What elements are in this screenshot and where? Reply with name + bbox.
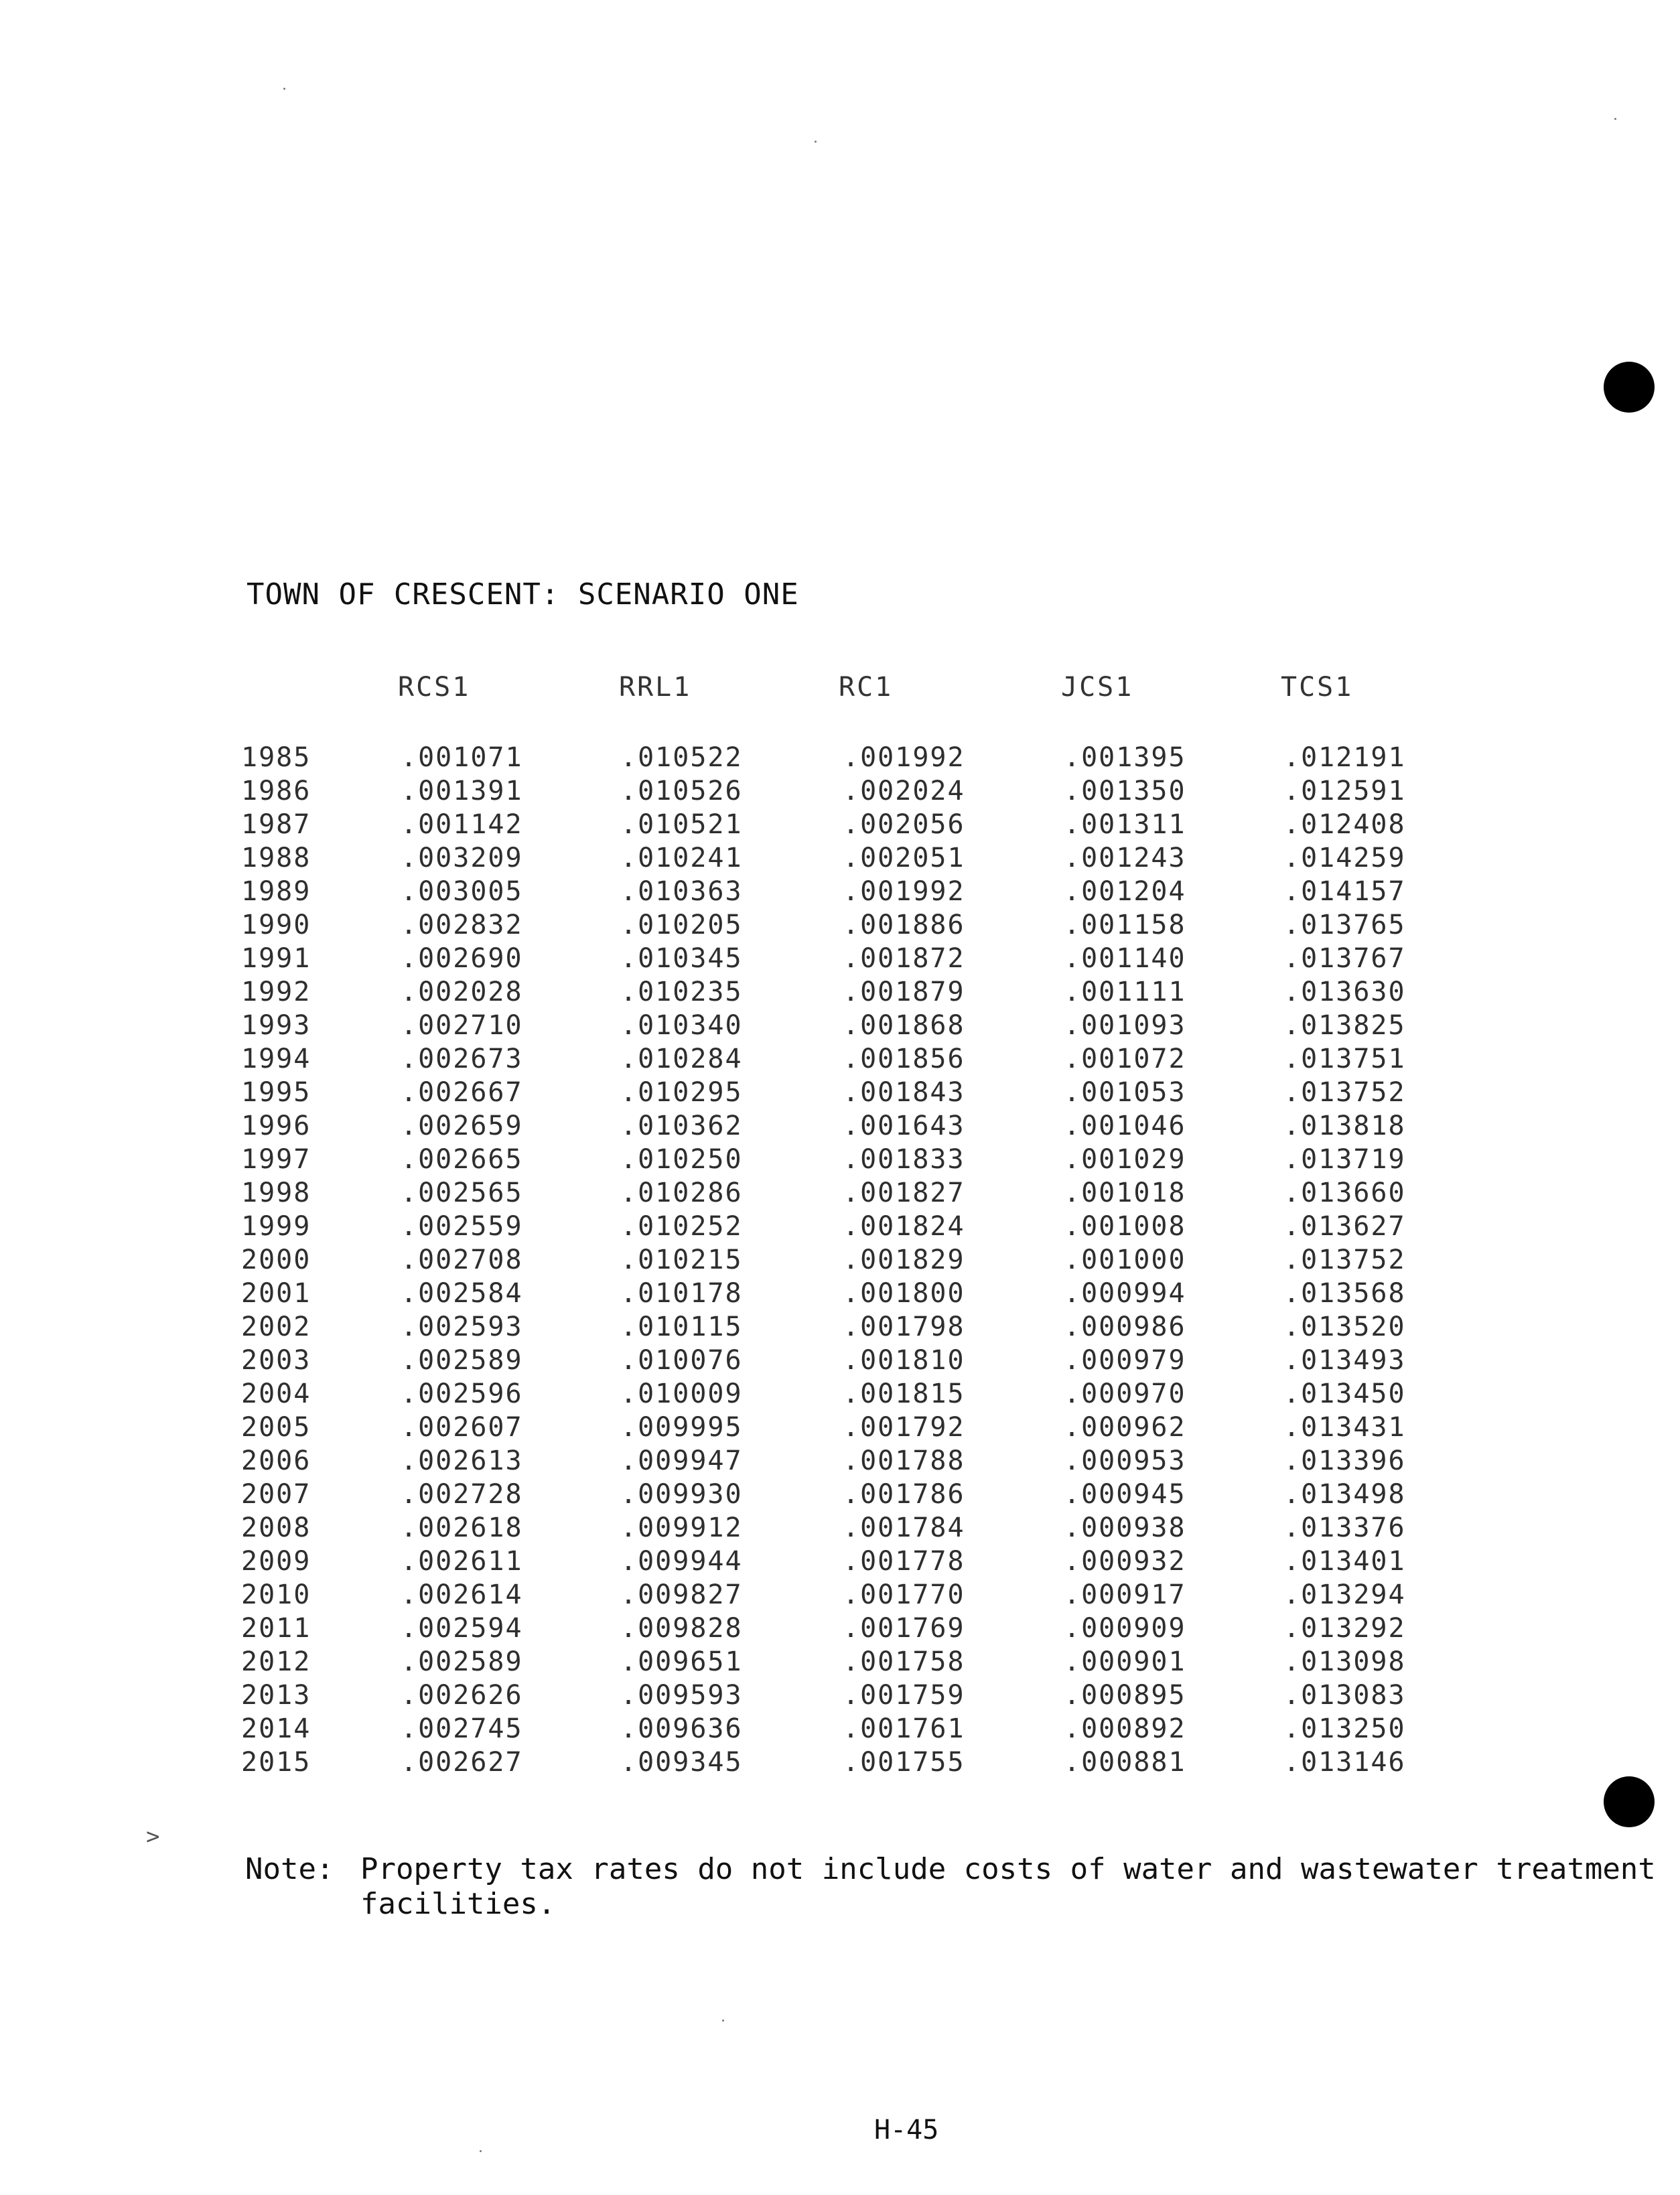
rate-cell: .003005 bbox=[401, 876, 523, 907]
rate-cell: .013660 bbox=[1283, 1178, 1406, 1208]
rate-cell: .010284 bbox=[620, 1044, 743, 1074]
rate-cell: .001784 bbox=[843, 1512, 965, 1543]
table-row bbox=[0, 876, 1680, 910]
rate-cell: .010521 bbox=[620, 809, 743, 840]
rate-cell: .001879 bbox=[843, 977, 965, 1007]
rate-cell: .014157 bbox=[1283, 876, 1406, 907]
rate-cell: .002613 bbox=[401, 1445, 523, 1476]
rate-cell: .002565 bbox=[401, 1178, 523, 1208]
rate-cell: .010215 bbox=[620, 1245, 743, 1275]
rate-cell: .001761 bbox=[843, 1713, 965, 1744]
rate-cell: .013146 bbox=[1283, 1747, 1406, 1778]
rate-cell: .001798 bbox=[843, 1312, 965, 1342]
rate-cell: .001758 bbox=[843, 1646, 965, 1677]
rate-cell: .001142 bbox=[401, 809, 523, 840]
year-cell: 2003 bbox=[241, 1345, 311, 1376]
rate-cell: .013292 bbox=[1283, 1613, 1406, 1644]
table-row bbox=[0, 1445, 1680, 1479]
rate-cell: .010345 bbox=[620, 943, 743, 974]
year-cell: 1991 bbox=[241, 943, 311, 974]
year-cell: 2005 bbox=[241, 1412, 311, 1443]
rate-cell: .000970 bbox=[1064, 1378, 1186, 1409]
rate-cell: .002618 bbox=[401, 1512, 523, 1543]
rate-cell: .013083 bbox=[1283, 1680, 1406, 1711]
year-cell: 2011 bbox=[241, 1613, 311, 1644]
rate-cell: .012591 bbox=[1283, 776, 1406, 806]
rate-cell: .001827 bbox=[843, 1178, 965, 1208]
rate-cell: .013752 bbox=[1283, 1245, 1406, 1275]
rate-cell: .009828 bbox=[620, 1613, 743, 1644]
rate-cell: .010250 bbox=[620, 1144, 743, 1175]
rate-cell: .002559 bbox=[401, 1211, 523, 1242]
rate-cell: .000945 bbox=[1064, 1479, 1186, 1510]
table-row bbox=[0, 1680, 1680, 1713]
year-cell: 2013 bbox=[241, 1680, 311, 1711]
rate-cell: .013498 bbox=[1283, 1479, 1406, 1510]
page-number: H-45 bbox=[874, 2115, 939, 2145]
table-row bbox=[0, 1747, 1680, 1780]
rate-cell: .010286 bbox=[620, 1178, 743, 1208]
rate-cell: .013719 bbox=[1283, 1144, 1406, 1175]
rate-cell: .001815 bbox=[843, 1378, 965, 1409]
scan-speck bbox=[1614, 118, 1616, 120]
rate-cell: .002832 bbox=[401, 910, 523, 940]
rate-cell: .010076 bbox=[620, 1345, 743, 1376]
rate-cell: .000962 bbox=[1064, 1412, 1186, 1443]
year-cell: 2001 bbox=[241, 1278, 311, 1309]
rate-cell: .001770 bbox=[843, 1579, 965, 1610]
rate-cell: .001046 bbox=[1064, 1111, 1186, 1141]
rate-cell: .001829 bbox=[843, 1245, 965, 1275]
rate-cell: .000881 bbox=[1064, 1747, 1186, 1778]
rate-cell: .002708 bbox=[401, 1245, 523, 1275]
rate-cell: .012191 bbox=[1283, 742, 1406, 773]
scan-speck bbox=[480, 2150, 482, 2152]
year-cell: 2002 bbox=[241, 1312, 311, 1342]
table-row bbox=[0, 1178, 1680, 1211]
year-cell: 1996 bbox=[241, 1111, 311, 1141]
rate-cell: .009827 bbox=[620, 1579, 743, 1610]
rate-cell: .001391 bbox=[401, 776, 523, 806]
rate-cell: .010235 bbox=[620, 977, 743, 1007]
column-header-rcs1: RCS1 bbox=[398, 672, 471, 703]
rate-cell: .010115 bbox=[620, 1312, 743, 1342]
year-cell: 2009 bbox=[241, 1546, 311, 1577]
rate-cell: .001111 bbox=[1064, 977, 1186, 1007]
rate-cell: .013401 bbox=[1283, 1546, 1406, 1577]
table-row bbox=[0, 1278, 1680, 1312]
rate-cell: .001872 bbox=[843, 943, 965, 974]
rate-cell: .001856 bbox=[843, 1044, 965, 1074]
rate-cell: .001072 bbox=[1064, 1044, 1186, 1074]
rate-cell: .009345 bbox=[620, 1747, 743, 1778]
year-cell: 1989 bbox=[241, 876, 311, 907]
table-row bbox=[0, 843, 1680, 876]
rate-cell: .010009 bbox=[620, 1378, 743, 1409]
table-row bbox=[0, 943, 1680, 977]
rate-cell: .002611 bbox=[401, 1546, 523, 1577]
rate-cell: .002594 bbox=[401, 1613, 523, 1644]
rate-cell: .002593 bbox=[401, 1312, 523, 1342]
scan-speck bbox=[815, 141, 817, 143]
rate-cell: .013630 bbox=[1283, 977, 1406, 1007]
scan-speck bbox=[722, 2020, 724, 2022]
table-row bbox=[0, 1077, 1680, 1111]
rate-cell: .010295 bbox=[620, 1077, 743, 1108]
year-cell: 2006 bbox=[241, 1445, 311, 1476]
rate-cell: .001992 bbox=[843, 742, 965, 773]
rate-cell: .001824 bbox=[843, 1211, 965, 1242]
rate-cell: .010205 bbox=[620, 910, 743, 940]
rate-cell: .001886 bbox=[843, 910, 965, 940]
year-cell: 2015 bbox=[241, 1747, 311, 1778]
rate-cell: .001071 bbox=[401, 742, 523, 773]
rate-cell: .010362 bbox=[620, 1111, 743, 1141]
rate-cell: .001350 bbox=[1064, 776, 1186, 806]
rate-cell: .002673 bbox=[401, 1044, 523, 1074]
table-row bbox=[0, 1312, 1680, 1345]
year-cell: 2010 bbox=[241, 1579, 311, 1610]
rate-cell: .001759 bbox=[843, 1680, 965, 1711]
year-cell: 1995 bbox=[241, 1077, 311, 1108]
rate-cell: .002728 bbox=[401, 1479, 523, 1510]
rate-cell: .013765 bbox=[1283, 910, 1406, 940]
table-row bbox=[0, 1378, 1680, 1412]
table-row bbox=[0, 1579, 1680, 1613]
rate-cell: .013751 bbox=[1283, 1044, 1406, 1074]
rate-cell: .001788 bbox=[843, 1445, 965, 1476]
rate-cell: .002710 bbox=[401, 1010, 523, 1041]
year-cell: 1992 bbox=[241, 977, 311, 1007]
rate-cell: .001243 bbox=[1064, 843, 1186, 873]
rate-cell: .002051 bbox=[843, 843, 965, 873]
rate-cell: .013818 bbox=[1283, 1111, 1406, 1141]
rate-cell: .001018 bbox=[1064, 1178, 1186, 1208]
rate-cell: .002614 bbox=[401, 1579, 523, 1610]
rate-cell: .001008 bbox=[1064, 1211, 1186, 1242]
rate-cell: .000953 bbox=[1064, 1445, 1186, 1476]
table-row bbox=[0, 1111, 1680, 1144]
rate-cell: .013396 bbox=[1283, 1445, 1406, 1476]
rate-cell: .013568 bbox=[1283, 1278, 1406, 1309]
rate-cell: .001833 bbox=[843, 1144, 965, 1175]
rate-cell: .000909 bbox=[1064, 1613, 1186, 1644]
table-row bbox=[0, 1479, 1680, 1512]
rate-cell: .014259 bbox=[1283, 843, 1406, 873]
rate-cell: .013294 bbox=[1283, 1579, 1406, 1610]
table-row bbox=[0, 1546, 1680, 1579]
rate-cell: .001204 bbox=[1064, 876, 1186, 907]
rate-cell: .013431 bbox=[1283, 1412, 1406, 1443]
rate-cell: .001643 bbox=[843, 1111, 965, 1141]
year-cell: 2014 bbox=[241, 1713, 311, 1744]
table-row bbox=[0, 1512, 1680, 1546]
rate-cell: .001029 bbox=[1064, 1144, 1186, 1175]
rate-cell: .001000 bbox=[1064, 1245, 1186, 1275]
table-row bbox=[0, 742, 1680, 776]
rate-cell: .002028 bbox=[401, 977, 523, 1007]
rate-cell: .010178 bbox=[620, 1278, 743, 1309]
note-label: Note: bbox=[245, 1852, 334, 1886]
rate-cell: .001755 bbox=[843, 1747, 965, 1778]
year-cell: 1999 bbox=[241, 1211, 311, 1242]
rate-cell: .001792 bbox=[843, 1412, 965, 1443]
margin-mark: > bbox=[146, 1823, 160, 1850]
rate-cell: .001810 bbox=[843, 1345, 965, 1376]
rate-cell: .000986 bbox=[1064, 1312, 1186, 1342]
column-header-jcs1: JCS1 bbox=[1061, 672, 1134, 703]
punch-hole-top bbox=[1604, 362, 1655, 413]
rate-cell: .002024 bbox=[843, 776, 965, 806]
rate-cell: .009944 bbox=[620, 1546, 743, 1577]
rate-cell: .010526 bbox=[620, 776, 743, 806]
rate-cell: .010522 bbox=[620, 742, 743, 773]
table-row bbox=[0, 1412, 1680, 1445]
rate-cell: .010241 bbox=[620, 843, 743, 873]
rate-cell: .001786 bbox=[843, 1479, 965, 1510]
rate-cell: .010340 bbox=[620, 1010, 743, 1041]
table-row bbox=[0, 809, 1680, 843]
rate-cell: .000917 bbox=[1064, 1579, 1186, 1610]
rate-cell: .001053 bbox=[1064, 1077, 1186, 1108]
rate-cell: .002627 bbox=[401, 1747, 523, 1778]
table-row bbox=[0, 1044, 1680, 1077]
table-row bbox=[0, 1646, 1680, 1680]
rate-cell: .013450 bbox=[1283, 1378, 1406, 1409]
rate-cell: .002589 bbox=[401, 1345, 523, 1376]
rate-cell: .012408 bbox=[1283, 809, 1406, 840]
rate-cell: .002056 bbox=[843, 809, 965, 840]
rate-cell: .009651 bbox=[620, 1646, 743, 1677]
year-cell: 1990 bbox=[241, 910, 311, 940]
rate-cell: .000932 bbox=[1064, 1546, 1186, 1577]
rate-cell: .013098 bbox=[1283, 1646, 1406, 1677]
table-row bbox=[0, 1613, 1680, 1646]
rate-cell: .009593 bbox=[620, 1680, 743, 1711]
year-cell: 2000 bbox=[241, 1245, 311, 1275]
scan-speck bbox=[283, 88, 285, 90]
rate-cell: .001140 bbox=[1064, 943, 1186, 974]
rate-cell: .000979 bbox=[1064, 1345, 1186, 1376]
rate-cell: .013376 bbox=[1283, 1512, 1406, 1543]
table-row bbox=[0, 1713, 1680, 1747]
rate-cell: .002626 bbox=[401, 1680, 523, 1711]
table-row bbox=[0, 1010, 1680, 1044]
rate-cell: .001769 bbox=[843, 1613, 965, 1644]
rate-cell: .003209 bbox=[401, 843, 523, 873]
rate-cell: .002607 bbox=[401, 1412, 523, 1443]
rate-cell: .010252 bbox=[620, 1211, 743, 1242]
table-row bbox=[0, 1144, 1680, 1178]
rate-cell: .013493 bbox=[1283, 1345, 1406, 1376]
rate-cell: .002659 bbox=[401, 1111, 523, 1141]
year-cell: 1985 bbox=[241, 742, 311, 773]
rate-cell: .002667 bbox=[401, 1077, 523, 1108]
rate-cell: .001778 bbox=[843, 1546, 965, 1577]
rate-cell: .000901 bbox=[1064, 1646, 1186, 1677]
rate-cell: .001158 bbox=[1064, 910, 1186, 940]
table-row bbox=[0, 1245, 1680, 1278]
rate-cell: .009636 bbox=[620, 1713, 743, 1744]
table-row bbox=[0, 776, 1680, 809]
page-title: TOWN OF CRESCENT: SCENARIO ONE bbox=[247, 577, 799, 612]
table-row bbox=[0, 1211, 1680, 1245]
year-cell: 1988 bbox=[241, 843, 311, 873]
rate-cell: .000938 bbox=[1064, 1512, 1186, 1543]
year-cell: 1997 bbox=[241, 1144, 311, 1175]
rate-cell: .009947 bbox=[620, 1445, 743, 1476]
rate-cell: .001311 bbox=[1064, 809, 1186, 840]
rate-cell: .001843 bbox=[843, 1077, 965, 1108]
rate-cell: .001992 bbox=[843, 876, 965, 907]
rate-cell: .013752 bbox=[1283, 1077, 1406, 1108]
year-cell: 1986 bbox=[241, 776, 311, 806]
year-cell: 2012 bbox=[241, 1646, 311, 1677]
rate-cell: .001868 bbox=[843, 1010, 965, 1041]
table-row bbox=[0, 977, 1680, 1010]
rate-cell: .001800 bbox=[843, 1278, 965, 1309]
column-header-tcs1: TCS1 bbox=[1281, 672, 1354, 703]
rate-cell: .002596 bbox=[401, 1378, 523, 1409]
rate-cell: .002690 bbox=[401, 943, 523, 974]
rate-cell: .009930 bbox=[620, 1479, 743, 1510]
year-cell: 1994 bbox=[241, 1044, 311, 1074]
year-cell: 2004 bbox=[241, 1378, 311, 1409]
year-cell: 1987 bbox=[241, 809, 311, 840]
rate-cell: .000994 bbox=[1064, 1278, 1186, 1309]
rate-cell: .013767 bbox=[1283, 943, 1406, 974]
rate-cell: .002589 bbox=[401, 1646, 523, 1677]
rate-cell: .001093 bbox=[1064, 1010, 1186, 1041]
rate-cell: .009912 bbox=[620, 1512, 743, 1543]
column-header-rc1: RC1 bbox=[839, 672, 894, 703]
rate-cell: .013250 bbox=[1283, 1713, 1406, 1744]
year-cell: 1993 bbox=[241, 1010, 311, 1041]
note-text: Property tax rates do not include costs of water and wastewater treatment facilities. bbox=[360, 1852, 1656, 1921]
rate-cell: .002584 bbox=[401, 1278, 523, 1309]
year-cell: 1998 bbox=[241, 1178, 311, 1208]
rate-cell: .013627 bbox=[1283, 1211, 1406, 1242]
table-row bbox=[0, 910, 1680, 943]
rate-cell: .013520 bbox=[1283, 1312, 1406, 1342]
rate-cell: .010363 bbox=[620, 876, 743, 907]
rate-cell: .009995 bbox=[620, 1412, 743, 1443]
rate-cell: .001395 bbox=[1064, 742, 1186, 773]
column-header-rrl1: RRL1 bbox=[619, 672, 692, 703]
table-row bbox=[0, 1345, 1680, 1378]
rate-cell: .002665 bbox=[401, 1144, 523, 1175]
punch-hole-bottom bbox=[1604, 1776, 1655, 1827]
rate-cell: .002745 bbox=[401, 1713, 523, 1744]
year-cell: 2007 bbox=[241, 1479, 311, 1510]
rate-cell: .013825 bbox=[1283, 1010, 1406, 1041]
rate-cell: .000892 bbox=[1064, 1713, 1186, 1744]
rate-cell: .000895 bbox=[1064, 1680, 1186, 1711]
year-cell: 2008 bbox=[241, 1512, 311, 1543]
